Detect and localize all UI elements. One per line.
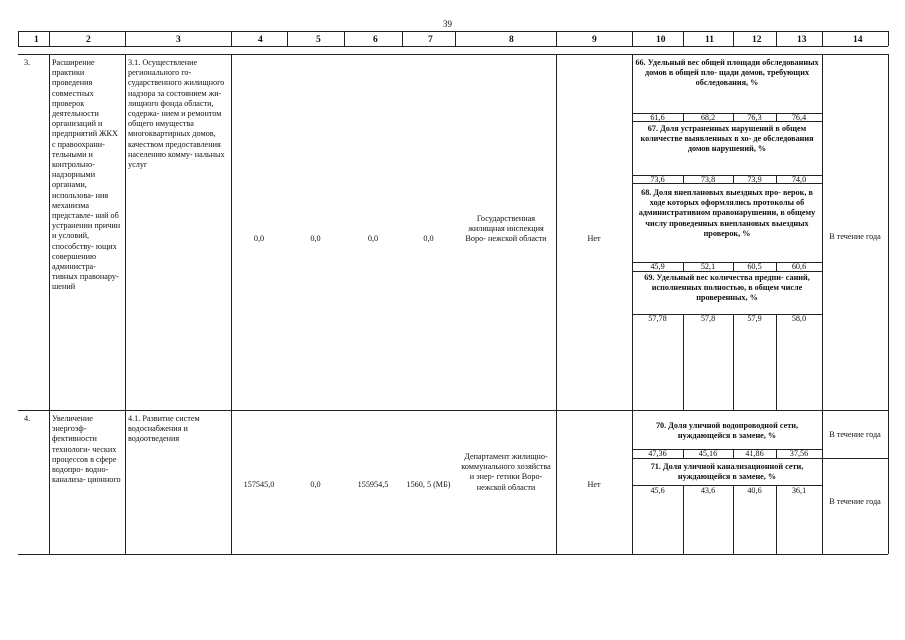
term-text: В течение года [829,497,881,506]
col-header-8: 8 [509,35,514,45]
col-header-2: 2 [86,35,91,45]
measure-text: 3.1. Осуществление регионального го- сударственного жилищного надзора за состоянием жи- лищного фонда области, содержа- нием и ремонтом общего имущества многоквартирных домов, качеством предоставления населению комму- нальных услуг [128,58,225,170]
col-header-13: 13 [797,35,807,45]
indicator-value: 76,4 [791,113,807,122]
row-number: 3. [24,58,31,67]
executor-text: Департамент жилищно- коммунального хозяйства и энер- гетики Воро- нежской области [461,452,551,492]
indicator-title: 67. Доля устраненных нарушений в общем количестве выявленных в хо- де обследования домов нарушений, % [640,124,814,154]
indicator-value: 60,6 [791,262,807,271]
cell-col9: Нет [587,480,601,489]
indicator-value: 41,86 [745,449,764,458]
indicator-value: 47,36 [648,449,667,458]
indicator-value: 57,9 [747,314,762,323]
indicator-value: 57,8 [700,314,716,323]
col-header-12: 12 [752,35,762,45]
indicator-value: 37,56 [789,449,809,458]
indicator-value: 36,1 [791,486,807,495]
indicator-value: 74,0 [791,175,807,184]
indicator-value: 60,5 [747,262,762,271]
goal-text: Увеличение энергоэф- фективности технологи- ческих процессов в сфере водопро- водно- канализа- ционного [52,414,121,485]
indicator-title: 70. Доля уличной водопроводной сети, нуждающейся в замене, % [655,421,799,441]
cell-col7: 1560, 5 (МБ) [406,480,451,489]
executor-text: Государственная жилищная инспекция Воро- нежской области [465,214,547,244]
indicator-title: 71. Доля уличной канализационной сети, нуждающейся в замене, % [650,462,804,482]
indicator-value: 73,6 [650,175,665,184]
indicator-value: 61,6 [650,113,665,122]
col-header-1: 1 [34,35,39,45]
table-bottom-border [18,554,888,555]
header-bottom-border [18,46,888,47]
cell-col7: 0,0 [423,234,434,243]
header-top-border [18,31,888,32]
indicator-value: 45,6 [650,486,665,495]
indicator-value: 45,9 [650,262,665,271]
indicator-value: 76,3 [747,113,762,122]
col-header-14: 14 [853,35,863,45]
term-text: В течение года [829,232,881,241]
measure-text: 4.1. Развитие систем водоснабжения и водоотведения [128,414,200,444]
col-header-10: 10 [656,35,666,45]
term-text: В течение года [829,430,881,439]
page-number: 39 [443,19,452,29]
indicator-title: 69. Удельный вес количества предпи- саний, исполненных полностью, в общем числе проверенных, % [644,273,810,303]
indicator-value: 40,6 [747,486,762,495]
col-header-9: 9 [592,35,597,45]
col-header-7: 7 [428,35,433,45]
body-top-border [18,54,888,55]
col-header-4: 4 [258,35,263,45]
col-header-6: 6 [373,35,378,45]
row-number: 4. [24,414,31,423]
indicator-title: 68. Доля внеплановых выездных про- верок, в ходе которых оформлялись протоколы об административном правонарушении, в общему числу проведенных внеплановых выездных проверок, % [638,188,816,238]
indicator-title: 66. Удельный вес общей площади обследованных домов в общей пло- щади домов, требующих обследования, % [635,58,819,88]
row-divider [18,410,888,411]
cell-col4: 157545,0 [243,480,275,489]
cell-col5: 0,0 [310,480,321,489]
indicator-value: 73,9 [747,175,762,184]
indicator-value: 57,78 [648,314,667,323]
cell-col9: Нет [587,234,601,243]
col-header-5: 5 [316,35,321,45]
indicator-value: 58,0 [791,314,807,323]
indicator-value: 73,8 [700,175,716,184]
cell-col6: 155954,5 [357,480,389,489]
col-header-11: 11 [705,35,714,45]
cell-col6: 0,0 [367,234,379,243]
indicator-value: 45,16 [698,449,718,458]
cell-col5: 0,0 [310,234,321,243]
goal-text: Расширение практики проведения совместных проверок деятельности организаций и предприятий ЖКХ с правоохрани- тельными и контрольно- надзорными органами, использова- ния механизма представле- ний об устранении причин и условий, способству- ющих совершению администра- тивных правонару- шений [52,58,121,292]
cell-col4: 0,0 [253,234,265,243]
indicator-value: 68,2 [700,113,716,122]
indicator-value: 52,1 [700,262,716,271]
col-header-3: 3 [176,35,181,45]
indicator-value: 43,6 [700,486,716,495]
